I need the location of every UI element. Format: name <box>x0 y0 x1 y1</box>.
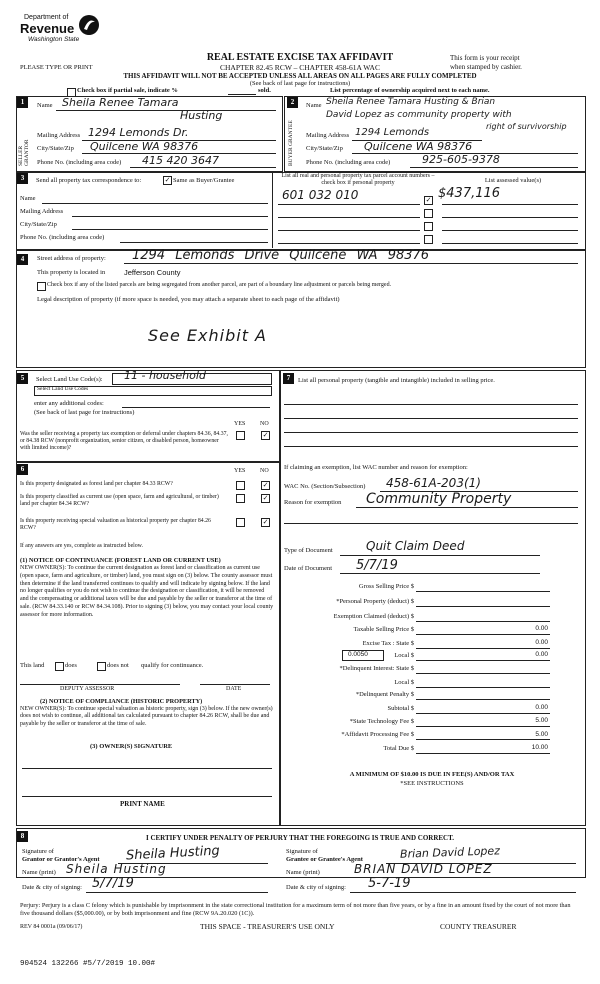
see-back-note: (See back of last page for instructions) <box>249 80 351 87</box>
deputy-date-line[interactable] <box>200 684 270 685</box>
continuance-title: (1) NOTICE OF CONTINUANCE (FOREST LAND OR CURRENT USE) <box>20 557 221 564</box>
exemption-yes-checkbox[interactable] <box>236 431 245 440</box>
see-instructions-note: *SEE INSTRUCTIONS <box>400 780 464 787</box>
current-use-no-checkbox[interactable]: ✓ <box>262 494 269 502</box>
certify-statement: I CERTIFY UNDER PENALTY OF PERJURY THAT THE FOREGOING IS TRUE AND CORRECT. <box>145 834 454 842</box>
legal-description-label: Legal description of property (if more space is needed, you may attach a separate sheet to each page of the affidavit) <box>37 296 340 303</box>
assessed-line-2[interactable] <box>442 217 578 218</box>
buyer-name-value[interactable]: Sheila Renee Tamara Husting & Brian <box>326 97 496 107</box>
total-due-value: 10.00 <box>531 744 548 751</box>
list-pct-label: List percentage of ownership acquired next to each name. <box>330 87 490 94</box>
taxable-price-label: Taxable Selling Price $ <box>353 626 414 633</box>
form-subtitle: CHAPTER 82.45 RCW – CHAPTER 458-61A WAC <box>220 63 380 72</box>
seller-city-value[interactable]: Quilcene WA 98376 <box>90 140 199 153</box>
grantee-date-line <box>350 892 576 893</box>
qualify-label: qualify for continuance. <box>141 662 204 669</box>
doc-date-value[interactable]: 5/7/19 <box>356 558 398 573</box>
personal-prop-deduct-label: *Personal Property (deduct) $ <box>336 598 414 605</box>
partial-pct-line[interactable] <box>228 94 256 95</box>
exemption-prompt: If claiming an exemption, list WAC number and reason for exemption: <box>284 464 468 471</box>
section-6-box <box>16 462 280 826</box>
forest-land-question: Is this property designated as forest land per chapter 84.33 RCW? <box>20 481 173 487</box>
land-use-code-value: 11 - household <box>124 369 206 382</box>
exemption-claimed-label: Exemption Claimed (deduct) $ <box>333 613 414 620</box>
grantee-print-line <box>330 877 576 878</box>
doc-date-label: Date of Document <box>284 565 333 572</box>
deputy-date-label: DATE <box>226 686 242 692</box>
doc-date-line <box>340 573 540 574</box>
parcel-number-value[interactable]: 601 032 010 <box>282 188 359 202</box>
grantee-date-value[interactable]: 5-7-19 <box>368 876 411 891</box>
personal-property-line-2[interactable] <box>284 418 578 419</box>
assessed-value[interactable]: $437,116 <box>438 186 501 201</box>
delinquent-penalty-line[interactable] <box>416 699 550 700</box>
buyer-address-value[interactable]: 1294 Lemonds <box>355 127 430 138</box>
print-note: PLEASE TYPE OR PRINT <box>20 64 93 71</box>
seller-name-value[interactable]: Sheila Renee Tamara <box>62 96 179 109</box>
personal-property-line-3[interactable] <box>284 432 578 433</box>
additional-codes-line[interactable] <box>122 407 270 408</box>
street-address-value[interactable]: 1294 Lemonds Drive Quilcene WA 98376 <box>132 248 430 263</box>
buyer-right-of-survivorship[interactable]: right of survivorship <box>486 122 567 131</box>
parcel-line-2[interactable] <box>278 217 420 218</box>
seller-phone-value[interactable]: 415 420 3647 <box>142 154 219 167</box>
deputy-assessor-label: DEPUTY ASSESSOR <box>60 686 115 692</box>
compliance-title: (2) NOTICE OF COMPLIANCE (HISTORIC PROPERTY) <box>40 698 203 705</box>
reason-label: Reason for exemption <box>284 499 342 506</box>
buyer-city-value[interactable]: Quilcene WA 98376 <box>364 140 473 153</box>
seller-phone-label: Phone No. (including area code) <box>37 159 122 166</box>
does-label: does <box>65 662 77 669</box>
print-name-line[interactable] <box>22 796 272 797</box>
sold-label: sold. <box>258 87 271 94</box>
grantor-print-label: Name (print) <box>22 869 56 876</box>
seller-address-value[interactable]: 1294 Lemonds Dr. <box>88 126 189 139</box>
section-2-number: 2 <box>287 97 298 108</box>
forest-yes-checkbox[interactable] <box>236 481 245 490</box>
excise-local-value: 0.00 <box>535 651 548 658</box>
wac-label: WAC No. (Section/Subsection) <box>284 483 366 490</box>
corr-phone-line[interactable] <box>120 242 268 243</box>
personal-prop-checkbox-4[interactable] <box>424 235 433 244</box>
does-not-label: does not <box>107 662 129 669</box>
parcel-line-4[interactable] <box>278 243 420 244</box>
reason-value[interactable]: Community Property <box>366 491 512 507</box>
exemption-question: Was the seller receiving a property tax exemption or deferral under chapters 84.36, 84.37, or 84.38 RCW (nonprofit organization, senior citizen, or disabled person, homeowner with limited income)? <box>20 431 228 451</box>
seller-phone-line <box>130 167 276 168</box>
seller-name-line <box>56 110 276 111</box>
processing-fee-line[interactable] <box>416 739 550 740</box>
parcel-line-3[interactable] <box>278 230 420 231</box>
does-not-checkbox[interactable] <box>97 662 106 671</box>
section-7-number: 7 <box>283 373 294 384</box>
exemption-claimed-line[interactable] <box>416 621 550 622</box>
section5-no-header: NO <box>260 421 269 427</box>
personal-prop-checkbox-3[interactable] <box>424 222 433 231</box>
perjury-notice: Perjury: Perjury is a class C felony which is punishable by imprisonment in the state correctional institution for a maximum term of not more than five years, or by a fine in an amount fixed by the court of not more than five thousand dollars ($5,000.00), or by both imprisonment and fine (RCW 9A.20.020 (1C)). <box>20 902 571 917</box>
section-4-box <box>16 250 586 368</box>
receipt-stamp: 904524 132266 #5/7/2019 10.00# <box>20 960 156 968</box>
subtotal-value: 0.00 <box>535 704 548 711</box>
buyer-side-label: BUYER GRANTEE <box>288 120 294 166</box>
corr-name-line[interactable] <box>42 203 268 204</box>
logo-swirl-icon <box>78 14 100 36</box>
logo-line3: Washington State <box>28 36 80 43</box>
gross-price-line[interactable] <box>416 591 550 592</box>
historic-yes-checkbox[interactable] <box>236 518 245 527</box>
section-8-number: 8 <box>17 831 28 842</box>
section-4-number: 4 <box>17 254 28 265</box>
form-title: REAL ESTATE EXCISE TAX AFFIDAVIT <box>206 52 394 63</box>
county-treasurer-label: COUNTY TREASURER <box>440 922 517 931</box>
subtotal-line[interactable] <box>416 713 550 714</box>
personal-property-label: List all personal property (tangible and intangible) included in selling price. <box>298 377 495 384</box>
minimum-due-note: A MINIMUM OF $10.00 IS DUE IN FEE(S) AND/OR TAX <box>349 771 515 778</box>
does-checkbox[interactable] <box>55 662 64 671</box>
section-6-number: 6 <box>17 464 28 475</box>
parcel-divider <box>272 172 273 248</box>
print-name-label: PRINT NAME <box>120 800 165 808</box>
located-label: This property is located in <box>37 269 106 276</box>
processing-fee-label: *Affidavit Processing Fee $ <box>341 731 414 738</box>
assessed-header: List assessed value(s) <box>484 177 542 184</box>
segregated-checkbox[interactable] <box>37 282 46 291</box>
buyer-phone-label: Phone No. (including area code) <box>306 159 391 166</box>
warning-text: THIS AFFIDAVIT WILL NOT BE ACCEPTED UNLESS ALL AREAS ON ALL PAGES ARE FULLY COMPLETED <box>123 72 477 80</box>
parcel-header: List all real and personal property tax parcel account numbers – check box if personal property <box>281 173 435 186</box>
buyer-phone-value[interactable]: 925-605-9378 <box>422 153 500 166</box>
taxable-price-value: 0.00 <box>535 625 548 632</box>
land-use-dropdown-text: Select Land Use Codes <box>37 386 89 392</box>
dor-logo <box>20 14 110 54</box>
corr-city-line[interactable] <box>72 229 268 230</box>
grantee-signature: Brian David Lopez <box>399 844 501 861</box>
same-as-buyer-checkbox[interactable]: ✓ <box>164 176 171 184</box>
gross-price-label: Gross Selling Price $ <box>358 583 414 590</box>
grantor-date-label: Date & city of signing: <box>22 884 82 891</box>
local-rate-value: 0.0050 <box>348 651 368 658</box>
send-correspondence-label: Send all property tax correspondence to: <box>36 177 142 184</box>
land-use-label: Select Land Use Code(s): <box>36 376 103 383</box>
seller-name-value-2[interactable]: Husting <box>180 109 223 122</box>
grantor-date-line <box>86 892 268 893</box>
excise-state-line[interactable] <box>416 648 550 649</box>
county-value[interactable]: Jefferson County <box>124 268 181 277</box>
buyer-name-label: Name <box>306 102 322 109</box>
excise-state-value: 0.00 <box>535 639 548 646</box>
logo-line1: Department of <box>24 14 69 21</box>
personal-prop-checkbox-2[interactable] <box>424 209 433 218</box>
exemption-no-checkbox[interactable]: ✓ <box>262 431 269 439</box>
doc-type-line <box>340 555 540 556</box>
seller-city-label: City/State/Zip <box>37 145 74 152</box>
forest-no-checkbox[interactable]: ✓ <box>262 481 269 489</box>
grantee-print-value[interactable]: BRIAN DAVID LOPEZ <box>354 862 493 876</box>
section5-yes-header: YES <box>234 421 246 427</box>
delinquent-local-label: Local $ <box>394 679 414 686</box>
receipt-note-2: when stamped by cashier. <box>450 63 522 71</box>
doc-type-value[interactable]: Quit Claim Deed <box>366 539 465 553</box>
owner-signature-label: (3) OWNER(S) SIGNATURE <box>90 743 173 750</box>
historic-no-checkbox[interactable]: ✓ <box>262 518 269 526</box>
total-due-line[interactable] <box>416 753 550 754</box>
taxable-price-line[interactable] <box>416 634 550 635</box>
grantor-date-value[interactable]: 5/7/19 <box>92 876 134 891</box>
treasurer-space-label: THIS SPACE - TREASURER'S USE ONLY <box>200 922 335 931</box>
corr-mailing-label: Mailing Address <box>20 208 64 215</box>
this-land-label: This land <box>20 662 45 669</box>
personal-property-line-1[interactable] <box>284 404 578 405</box>
grantee-sig-label-2: Grantee or Grantee's Agent <box>286 856 363 863</box>
grantee-sig-label-1: Signature of <box>286 848 318 855</box>
corr-phone-label: Phone No. (including area code) <box>20 234 105 241</box>
grantor-sig-label-1: Signature of <box>22 848 54 855</box>
logo-line2: Revenue <box>20 21 75 36</box>
subtotal-label: Subtotal $ <box>387 705 414 712</box>
personal-prop-deduct-line[interactable] <box>416 606 550 607</box>
excise-state-label: Excise Tax : State $ <box>362 640 414 647</box>
corr-name-label: Name <box>20 195 36 202</box>
delinquent-penalty-label: *Delinquent Penalty $ <box>355 691 414 698</box>
delinquent-state-line[interactable] <box>416 673 550 674</box>
segregated-label: Check box if any of the listed parcels are being segregated from another parcel, are part of a boundary line adjustment or parcels being merged. <box>47 282 392 288</box>
owner-signature-line[interactable] <box>22 768 272 769</box>
delinquent-local-line[interactable] <box>416 687 550 688</box>
form-number: REV 84 0001a (09/06/17) <box>20 924 83 930</box>
parcel-line-1 <box>278 204 420 205</box>
any-yes-note: If any answers are yes, complete as instructed below. <box>20 543 143 549</box>
excise-local-line[interactable] <box>416 660 550 661</box>
buyer-address-label: Mailing Address <box>306 132 350 139</box>
reason-line <box>356 507 578 508</box>
assessed-line-3[interactable] <box>442 230 578 231</box>
buyer-name-value-2[interactable]: David Lopez as community property with <box>326 110 512 120</box>
section-1-number: 1 <box>17 97 28 108</box>
grantee-date-label: Date & city of signing: <box>286 884 346 891</box>
street-address-line <box>124 263 578 264</box>
personal-prop-checkbox-1[interactable]: ✓ <box>425 196 432 204</box>
seller-name-label: Name <box>37 102 53 109</box>
technology-fee-label: *State Technology Fee $ <box>349 718 414 725</box>
additional-codes-label: enter any additional codes: <box>34 400 104 407</box>
seller-side-label: SELLER GRANTOR <box>18 139 30 166</box>
section6-yes-header: YES <box>234 468 246 474</box>
historic-question: Is this property receiving special valuation as historical property per chapter 84.26 RCW? <box>20 518 211 531</box>
street-address-label: Street address of property: <box>37 255 106 262</box>
section-3-number: 3 <box>17 173 28 184</box>
excise-local-label: Local $ <box>394 652 414 659</box>
partial-sale-label: Check box if partial sale, indicate % <box>77 87 178 94</box>
processing-fee-value: 5.00 <box>535 731 548 738</box>
corr-mailing-line[interactable] <box>72 216 268 217</box>
buyer-city-label: City/State/Zip <box>306 145 343 152</box>
buyer-phone-line <box>410 167 578 168</box>
section5-see-back: (See back of last page for instructions) <box>34 409 135 416</box>
technology-fee-value: 5.00 <box>535 717 548 724</box>
assessed-line-1 <box>442 204 578 205</box>
corr-city-label: City/State/Zip <box>20 221 57 228</box>
grantor-print-value[interactable]: Sheila Husting <box>66 862 167 876</box>
total-due-label: Total Due $ <box>383 745 414 752</box>
reason-line-2[interactable] <box>284 523 578 524</box>
section6-no-header: NO <box>260 468 269 474</box>
deputy-line[interactable] <box>20 684 180 685</box>
section-5-number: 5 <box>17 373 28 384</box>
assessed-line-4[interactable] <box>442 243 578 244</box>
continuance-text: NEW OWNER(S): To continue the current designation as forest land or classification as current use (open space, farm and agriculture, or timber) land, you must sign on (3) below. The county assessor must then determine if the land transferred continues to qualify and will indicate by signing below. If the land no longer qualifies or you do not wish to continue the designation or classification, it will be removed and the compensating or additional taxes will be due and payable by the seller or transferor at the time of sale. (RCW 84.33.140 or RCW 84.34.108). Prior to signing (3) below, you may contact your local county assessor for more information. <box>20 565 274 618</box>
delinquent-state-label: *Delinquent Interest: State $ <box>339 665 414 672</box>
wac-value[interactable]: 458-61A-203(1) <box>386 476 481 490</box>
same-as-buyer-label: Same as Buyer/Grantee <box>173 177 235 184</box>
seller-address-label: Mailing Address <box>37 132 81 139</box>
legal-description-value[interactable]: See Exhibit A <box>148 326 267 345</box>
grantee-print-label: Name (print) <box>286 869 320 876</box>
current-use-question: Is this property classified as current use (open space, farm and agricultural, or timber) land per chapter 84.34 RCW? <box>20 494 219 507</box>
current-use-yes-checkbox[interactable] <box>236 494 245 503</box>
compliance-text: NEW OWNER(S): To continue special valuation as historic property, sign (3) below. If the new owner(s) does not wish to continue, all additional tax calculated pursuant to chapter 84.26 RCW, shall be due and payable by the seller or transferor at the time of sale. <box>20 706 273 727</box>
grantor-signature: Sheila Husting <box>125 843 221 864</box>
receipt-note-1: This form is your receipt <box>450 54 520 62</box>
technology-fee-line[interactable] <box>416 726 550 727</box>
grantor-sig-label-2: Grantor or Grantor's Agent <box>22 856 100 863</box>
personal-property-line-4[interactable] <box>284 446 578 447</box>
doc-type-label: Type of Document <box>284 547 333 554</box>
